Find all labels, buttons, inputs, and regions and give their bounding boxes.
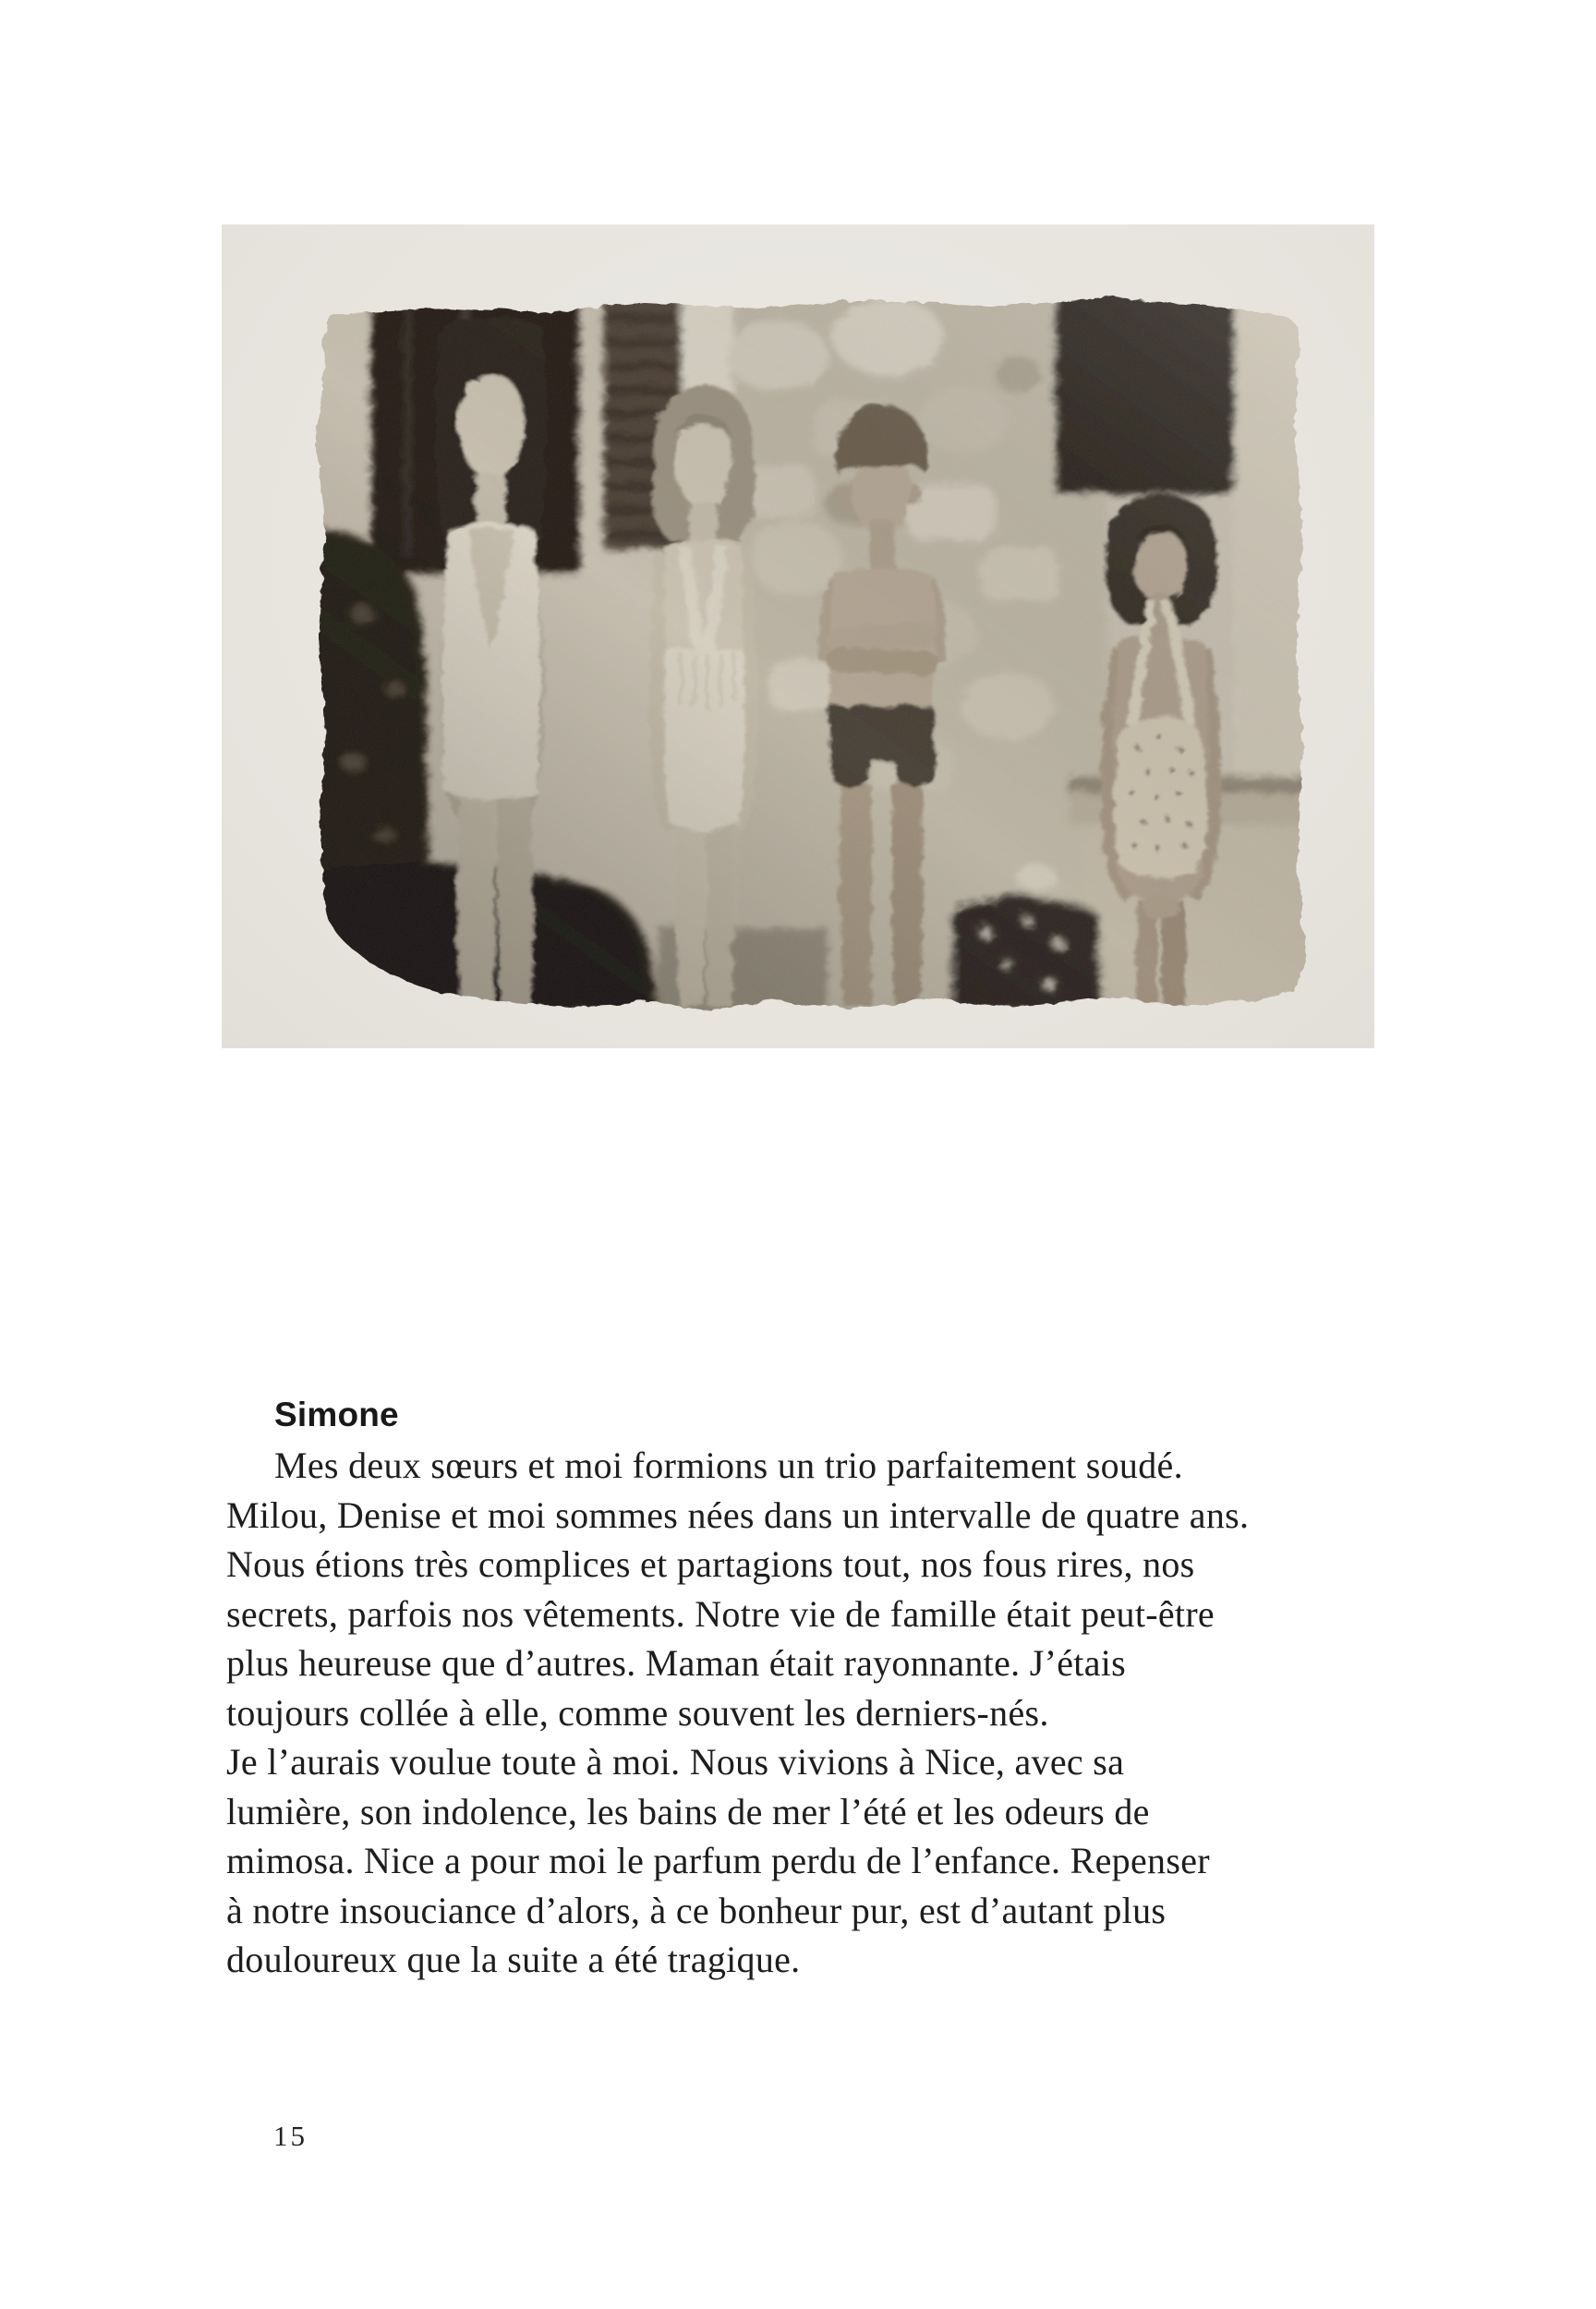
page-number: 15 <box>273 2120 308 2152</box>
paragraph-line: Milou, Denise et moi sommes nées dans un intervalle de quatre ans. <box>226 1493 1250 1536</box>
paragraph-line: Je l’aurais voulue toute à moi. Nous vivions à Nice, avec sa <box>226 1741 1125 1783</box>
paragraph-line: toujours collée à elle, comme souvent les derniers-nés. <box>226 1691 1049 1734</box>
photo-image <box>222 224 1374 1048</box>
paragraph-line: Nous étions très complices et partagions tout, nos fous rires, nos <box>226 1543 1195 1585</box>
paragraph-line: mimosa. Nice a pour moi le parfum perdu de l’enfance. Repenser <box>226 1840 1210 1881</box>
body-paragraph <box>226 1441 1249 1985</box>
paragraph-line: plus heureuse que d’autres. Maman était rayonnante. J’étais <box>226 1642 1127 1684</box>
photo-grain <box>296 275 1321 1014</box>
paragraph-line: secrets, parfois nos vêtements. Notre vie de famille était peut-être <box>226 1592 1215 1635</box>
paragraph-line: douloureux que la suite a été tragique. <box>226 1939 801 1980</box>
paragraph-line: à notre insouciance d’alors, à ce bonheur pur, est d’autant plus <box>226 1889 1167 1931</box>
photo-emulsion <box>296 275 1325 1019</box>
paragraph-line: Mes deux sœurs et moi formions un trio parfaitement soudé. <box>274 1445 1183 1486</box>
photograph-print <box>222 224 1374 1048</box>
section-heading: Simone <box>274 1396 399 1433</box>
paragraph-line: lumière, son indolence, les bains de mer l’été et les odeurs de <box>226 1790 1150 1832</box>
